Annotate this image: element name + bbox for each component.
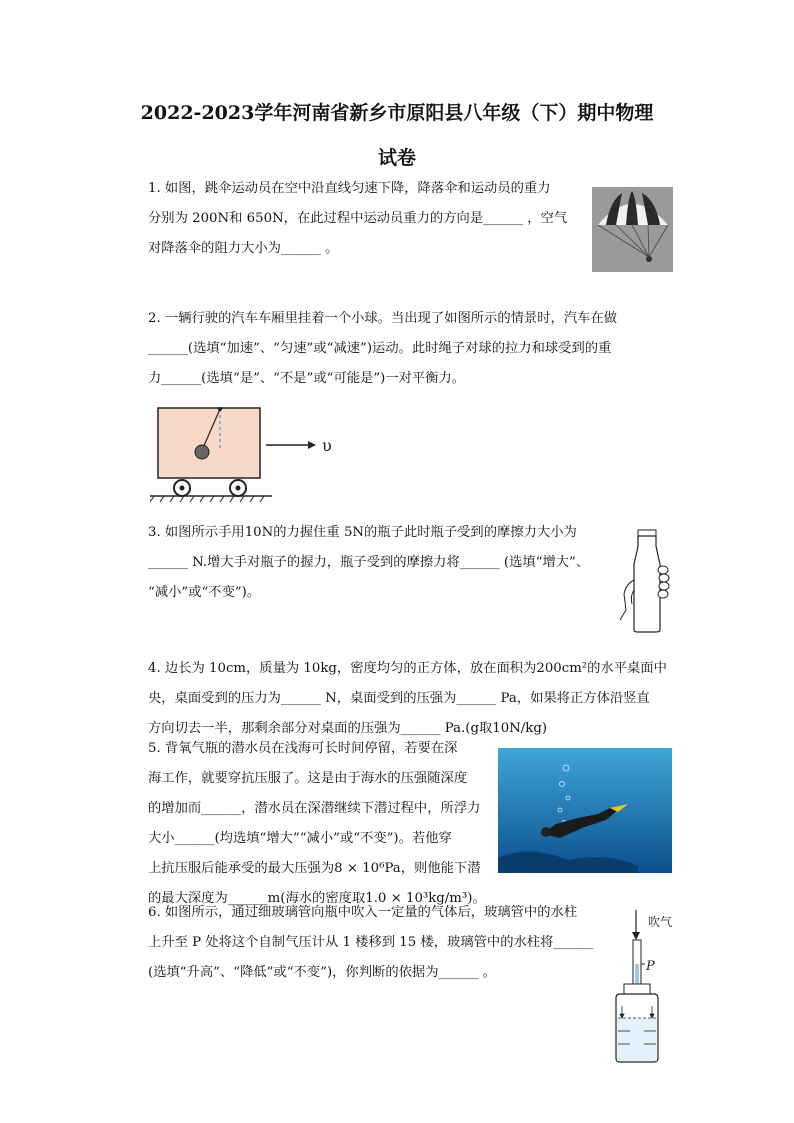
question-5-line: 5. 背氧气瓶的潜水员在浅海可长时间停留，若要在深 [148,741,458,756]
question-1 [148,174,567,264]
question-3-line: 3. 如图所示手用10N的力握住重 5N的瓶子此时瓶子受到的摩擦力大小为 [148,525,577,540]
question-3-line: ______ N.增大手对瓶子的握力，瓶子受到的摩擦力将______ (选填“增大”、 [148,555,590,570]
diver-photo [498,748,672,873]
bottle-hand-figure [616,528,676,634]
question-4-line: 4. 边长为 10cm，质量为 10kg，密度均匀的正方体，放在面积为200cm²的水平桌面中 [148,661,667,676]
car-pendulum-figure [150,400,350,504]
question-6-line: 上升至 P 处将这个自制气压计从 1 楼移到 15 楼，玻璃管中的水柱将______ [148,935,594,950]
question-5-line: 大小______(均选填“增大”“减小”或“不变”)。若他穿 [148,831,452,846]
question-5 [148,734,486,914]
question-2-line: 力______(选填“是”、“不是”或“可能是”)一对平衡力。 [148,371,466,386]
question-5-line: 的增加而______，潜水员在深潜继续下潜过程中，所浮力 [148,801,481,816]
question-1-line: 对降落伞的阻力大小为______ 。 [148,241,339,256]
question-6-line: (选填“升高”、“降低”或“不变”)，你判断的依据为______ 。 [148,965,496,980]
question-2-line: 2. 一辆行驶的汽车车厢里挂着一个小球。当出现了如图所示的情景时，汽车在做 [148,311,618,326]
parachute-photo [592,187,673,272]
question-5-line: 上抗压服后能承受的最大压强为8 × 10⁶Pa，则他能下潜 [148,861,481,876]
question-3 [148,518,589,608]
question-4-line: 方向切去一半，那剩余部分对桌面的压强为______ Pa.(g取10N/kg) [148,721,548,736]
question-3-line: “减小”或“不变”)。 [148,585,261,600]
velocity-label: υ [322,436,332,455]
question-2 [148,304,617,394]
question-5-line: 海工作，就要穿抗压服了。这是由于海水的压强随深度 [148,771,468,786]
blow-label: 吹气 [648,915,673,929]
question-5-line: 的最大深度为______m(海水的密度取1.0 × 10³kg/m³)。 [148,891,486,906]
question-1-line: 1. 如图，跳伞运动员在空中沿直线匀速下降，降落伞和运动员的重力 [148,181,551,196]
question-2-line: ______(选填“加速”、“匀速”或“减速”)运动。此时绳子对球的拉力和球受到的重 [148,341,612,356]
paper-title-line1: 2022-2023学年河南省新乡市原阳县八年级（下）期中物理 [140,102,654,124]
point-p-label: P [646,959,655,974]
question-1-line: 分别为 200N和 650N，在此过程中运动员重力的方向是______ ，空气 [148,211,568,226]
paper-title-line2: 试卷 [377,147,416,169]
barometer-figure [604,906,684,1066]
question-4 [148,654,667,744]
question-4-line: 央，桌面受到的压力为______ N，桌面受到的压强为______ Pa，如果将正方体沿竖直 [148,691,650,706]
question-6-line: 6. 如图所示，通过细玻璃管向瓶中吹入一定量的气体后，玻璃管中的水柱 [148,905,578,920]
question-6 [148,898,593,988]
